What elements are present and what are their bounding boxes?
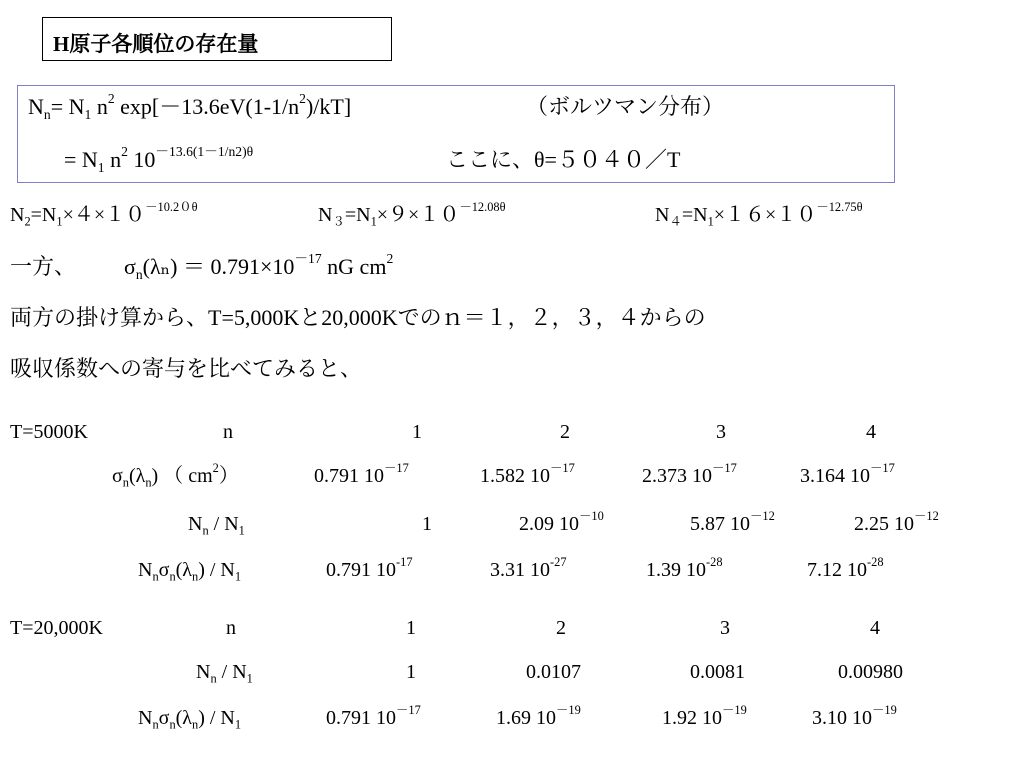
t5000-sigma-4: 3.164 $10^{-17}$	[800, 461, 895, 487]
t20000-product-label: $N_n\sigma_n(\lambda_n) / N_1$	[138, 707, 242, 732]
t5000-product-3: 1.39 $10^{-28}$	[646, 555, 723, 581]
formula-note-boltzmann: （ボルツマン分布）	[526, 94, 725, 119]
t5000-n-header: n	[223, 421, 233, 443]
formula-line-2: = $N_1$ $n^2$ $10^{-13.6(1-1/n2)\theta}$	[64, 144, 254, 175]
t20000-n-4: 4	[870, 617, 880, 639]
t20000-product-2: 1.69 $10^{-19}$	[496, 703, 581, 729]
ratio-n2: $N_2=N_1\times 4\times 10^{-10.20\theta}$	[10, 200, 198, 229]
slide-title: H原子各順位の存在量	[53, 32, 259, 56]
t5000-product-2: 3.31 $10^{-27}$	[490, 555, 567, 581]
explanation-line-2: 吸収係数への寄与を比べてみると、	[10, 356, 363, 381]
t5000-label: T=5000K	[10, 421, 88, 443]
t5000-n-2: 2	[560, 421, 570, 443]
cross-section-lead: 一方、	[10, 254, 77, 279]
t20000-product-4: 3.10 $10^{-19}$	[812, 703, 897, 729]
t5000-n-4: 4	[866, 421, 876, 443]
t5000-sigma-label: $\sigma_n(\lambda_n)$ （ $cm^2$）	[112, 461, 239, 490]
t20000-ratio-1: 1	[406, 661, 416, 683]
t20000-product-3: 1.92 $10^{-19}$	[662, 703, 747, 729]
t5000-ratio-2: 2.09 $10^{-10}$	[519, 509, 604, 535]
t5000-ratio-3: 5.87 $10^{-12}$	[690, 509, 775, 535]
t5000-product-1: 0.791 $10^{-17}$	[326, 555, 413, 581]
t20000-product-1: 0.791 $10^{-17}$	[326, 703, 421, 729]
t5000-product-label: $N_n\sigma_n(\lambda_n) / N_1$	[138, 559, 242, 584]
t20000-ratio-2: 0.0107	[526, 661, 581, 683]
t20000-n-3: 3	[720, 617, 730, 639]
t20000-n-1: 1	[406, 617, 416, 639]
t20000-label: T=20,000K	[10, 617, 103, 639]
t20000-ratio-label: $N_n / N_1$	[196, 661, 253, 686]
t5000-ratio-label: $N_n / N_1$	[188, 513, 245, 538]
t5000-sigma-2: 1.582 $10^{-17}$	[480, 461, 575, 487]
t5000-sigma-1: 0.791 $10^{-17}$	[314, 461, 409, 487]
t5000-n-3: 3	[716, 421, 726, 443]
t20000-ratio-4: 0.00980	[838, 661, 903, 683]
formula-line-1: $N_n= N_1$ $n^2$ $\exp[-13.6eV(1-1/n^2)/kT]$	[28, 91, 352, 122]
t5000-ratio-1: 1	[422, 513, 432, 535]
t5000-ratio-4: 2.25 $10^{-12}$	[854, 509, 939, 535]
t20000-n-header: n	[226, 617, 236, 639]
ratio-n3: $N_3=N_1\times 9\times 10^{-12.08\theta}$	[318, 200, 506, 229]
t5000-product-4: 7.12 $10^{-28}$	[807, 555, 884, 581]
t20000-n-2: 2	[556, 617, 566, 639]
explanation-line-1: 両方の掛け算から、T=5,000Kと20,000Kでのｎ＝１，２，３，４からの	[10, 305, 706, 330]
slide-title-box	[42, 17, 392, 61]
t20000-ratio-3: 0.0081	[690, 661, 745, 683]
ratio-n4: $N_4=N_1\times 16\times 10^{-12.75\theta}$	[655, 200, 863, 229]
t5000-n-1: 1	[412, 421, 422, 443]
cross-section-formula: $\sigma_n(\lambda_n) = 0.791\times 10^{-17}$ nG $cm^2$	[124, 251, 394, 282]
formula-note-theta: ここに、θ=５０４０／T	[446, 147, 681, 172]
t5000-sigma-3: 2.373 $10^{-17}$	[642, 461, 737, 487]
